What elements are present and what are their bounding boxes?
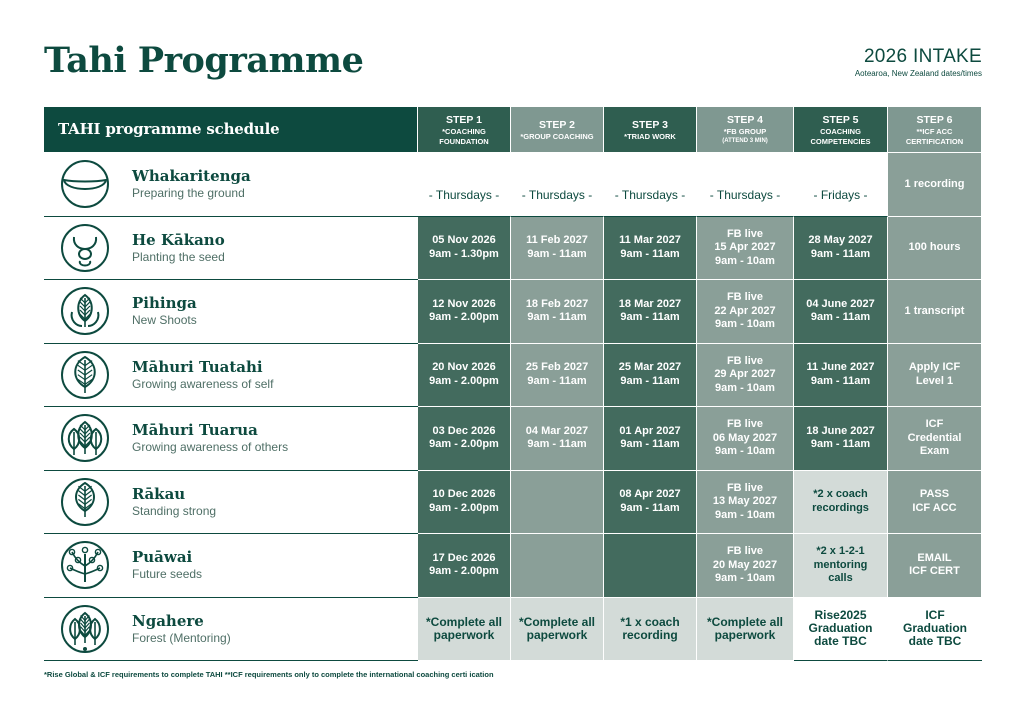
schedule-cell <box>511 534 604 598</box>
stage-maori-name: Rākau <box>132 484 186 503</box>
step-sublabel: **ICF ACC CERTIFICATION <box>905 127 964 146</box>
intake-subtitle: Aotearoa, New Zealand dates/times <box>854 69 982 78</box>
stage-maori-name: Māhuri Tuatahi <box>132 357 263 376</box>
step-header-2 <box>511 107 604 153</box>
schedule-cell: - Fridays - <box>794 153 888 217</box>
three-leaves-icon <box>60 413 110 463</box>
leaf-icon <box>60 350 110 400</box>
schedule-cell: 20 Nov 2026 9am - 2.00pm <box>418 344 511 408</box>
stage-names <box>132 485 216 519</box>
table-header-title: TAHI programme schedule <box>44 107 418 153</box>
stage-maori-name: Whakaritenga <box>132 167 251 186</box>
step-label: STEP 5 <box>822 114 859 126</box>
stage-maori-name: He Kākano <box>132 230 225 249</box>
intake-block <box>855 46 982 78</box>
schedule-cell: ICF Graduation date TBC <box>888 598 982 662</box>
schedule-cell: 25 Mar 2027 9am - 11am <box>604 344 697 408</box>
schedule-cell: 01 Apr 2027 9am - 11am <box>604 407 697 471</box>
schedule-cell: FB live 22 Apr 2027 9am - 10am <box>697 280 794 344</box>
step-sublabel: *FB GROUP <box>723 127 767 136</box>
stage-names <box>132 548 202 582</box>
schedule-cell: *2 x coach recordings <box>794 471 888 535</box>
stage-row-label <box>44 534 418 598</box>
stage-row-label <box>44 471 418 535</box>
stage-names <box>132 421 288 455</box>
schedule-cell: 05 Nov 2026 9am - 1.30pm <box>418 217 511 281</box>
stage-english-name: Growing awareness of others <box>132 440 289 455</box>
step-label: STEP 1 <box>446 114 482 126</box>
stage-english-name: Growing awareness of self <box>132 376 274 391</box>
stage-names <box>132 294 197 328</box>
schedule-cell: 18 Mar 2027 9am - 11am <box>604 280 697 344</box>
schedule-cell: FB live 15 Apr 2027 9am - 10am <box>697 217 794 281</box>
stage-row-label <box>44 280 418 344</box>
schedule-cell: 11 Feb 2027 9am - 11am <box>511 217 604 281</box>
schedule-cell: 03 Dec 2026 9am - 2.00pm <box>418 407 511 471</box>
stage-row-label <box>44 217 418 281</box>
stage-names <box>132 167 251 201</box>
step-header-1 <box>418 107 511 153</box>
schedule-cell: ICF Credential Exam <box>888 407 982 471</box>
schedule-cell: 18 June 2027 9am - 11am <box>794 407 888 471</box>
schedule-cell: *2 x 1-2-1 mentoring calls <box>794 534 888 598</box>
schedule-cell: PASS ICF ACC <box>888 471 982 535</box>
flowering-tree-icon <box>60 540 110 590</box>
schedule-cell: FB live 06 May 2027 9am - 10am <box>697 407 794 471</box>
schedule-cell: 04 June 2027 9am - 11am <box>794 280 888 344</box>
step-note: (ATTEND 3 MIN) <box>722 137 768 144</box>
stage-english-name: Standing strong <box>132 503 217 518</box>
step-sublabel: *TRIAD WORK <box>624 131 676 141</box>
step-header-6 <box>888 107 982 153</box>
schedule-cell: 10 Dec 2026 9am - 2.00pm <box>418 471 511 535</box>
step-sublabel: *GROUP COACHING <box>520 131 594 141</box>
schedule-cell: FB live 20 May 2027 9am - 10am <box>697 534 794 598</box>
intake-title: 2026 INTAKE <box>863 46 982 67</box>
schedule-cell: 28 May 2027 9am - 11am <box>794 217 888 281</box>
schedule-cell <box>511 471 604 535</box>
schedule-table <box>44 107 982 661</box>
step-sublabel: *COACHING FOUNDATION <box>439 127 489 146</box>
schedule-cell: 08 Apr 2027 9am - 11am <box>604 471 697 535</box>
schedule-cell: 04 Mar 2027 9am - 11am <box>511 407 604 471</box>
step-label: STEP 4 <box>727 114 763 126</box>
step-header-5 <box>794 107 888 153</box>
step-label: STEP 6 <box>916 114 953 126</box>
stage-maori-name: Pihinga <box>132 294 197 313</box>
schedule-cell: 18 Feb 2027 9am - 11am <box>511 280 604 344</box>
stage-english-name: Forest (Mentoring) <box>132 630 231 645</box>
schedule-cell: 17 Dec 2026 9am - 2.00pm <box>418 534 511 598</box>
stage-maori-name: Māhuri Tuarua <box>132 421 258 440</box>
step-label: STEP 3 <box>632 118 668 131</box>
schedule-cell: 11 Mar 2027 9am - 11am <box>604 217 697 281</box>
schedule-cell: 100 hours <box>888 217 982 281</box>
step-header-4 <box>697 107 794 153</box>
tree-icon <box>60 477 110 527</box>
schedule-cell <box>604 534 697 598</box>
stage-maori-name: Puāwai <box>132 548 193 567</box>
step-label: STEP 2 <box>539 118 575 131</box>
stage-names <box>132 358 273 392</box>
schedule-cell: Rise2025 Graduation date TBC <box>794 598 888 662</box>
stage-row-label <box>44 407 418 471</box>
forest-icon <box>60 604 110 654</box>
bowl-icon <box>60 159 110 209</box>
schedule-cell: 11 June 2027 9am - 11am <box>794 344 888 408</box>
schedule-cell: 1 recording <box>888 153 982 217</box>
schedule-cell: FB live 13 May 2027 9am - 10am <box>697 471 794 535</box>
stage-row-label <box>44 153 418 217</box>
stage-maori-name: Ngahere <box>132 611 204 630</box>
schedule-cell: 1 transcript <box>888 280 982 344</box>
stage-english-name: Future seeds <box>132 567 203 582</box>
schedule-cell: - Thursdays - <box>604 153 697 217</box>
step-header-3 <box>604 107 697 153</box>
stage-english-name: Planting the seed <box>132 249 225 264</box>
stage-english-name: Preparing the ground <box>132 186 245 201</box>
schedule-cell: - Thursdays - <box>697 153 794 217</box>
stage-names <box>132 231 225 265</box>
stage-names <box>132 612 231 646</box>
schedule-cell: 12 Nov 2026 9am - 2.00pm <box>418 280 511 344</box>
stage-row-label <box>44 598 418 662</box>
schedule-cell: *1 x coach recording <box>604 598 697 662</box>
schedule-cell: Apply ICF Level 1 <box>888 344 982 408</box>
schedule-cell: *Complete all paperwork <box>697 598 794 662</box>
schedule-cell: EMAIL ICF CERT <box>888 534 982 598</box>
schedule-cell: 25 Feb 2027 9am - 11am <box>511 344 604 408</box>
step-sublabel: COACHING COMPETENCIES <box>810 127 871 146</box>
shoot-icon <box>60 286 110 336</box>
seed-icon <box>60 223 110 273</box>
stage-row-label <box>44 344 418 408</box>
footnote: *Rise Global & ICF requirements to complete TAHI **ICF requirements only to complete the international coaching certi ication <box>44 670 494 679</box>
schedule-cell: *Complete all paperwork <box>418 598 511 662</box>
schedule-cell: - Thursdays - <box>418 153 511 217</box>
schedule-cell: - Thursdays - <box>511 153 604 217</box>
schedule-cell: *Complete all paperwork <box>511 598 604 662</box>
schedule-cell: FB live 29 Apr 2027 9am - 10am <box>697 344 794 408</box>
page-title: Tahi Programme <box>44 40 364 81</box>
stage-english-name: New Shoots <box>132 313 197 328</box>
